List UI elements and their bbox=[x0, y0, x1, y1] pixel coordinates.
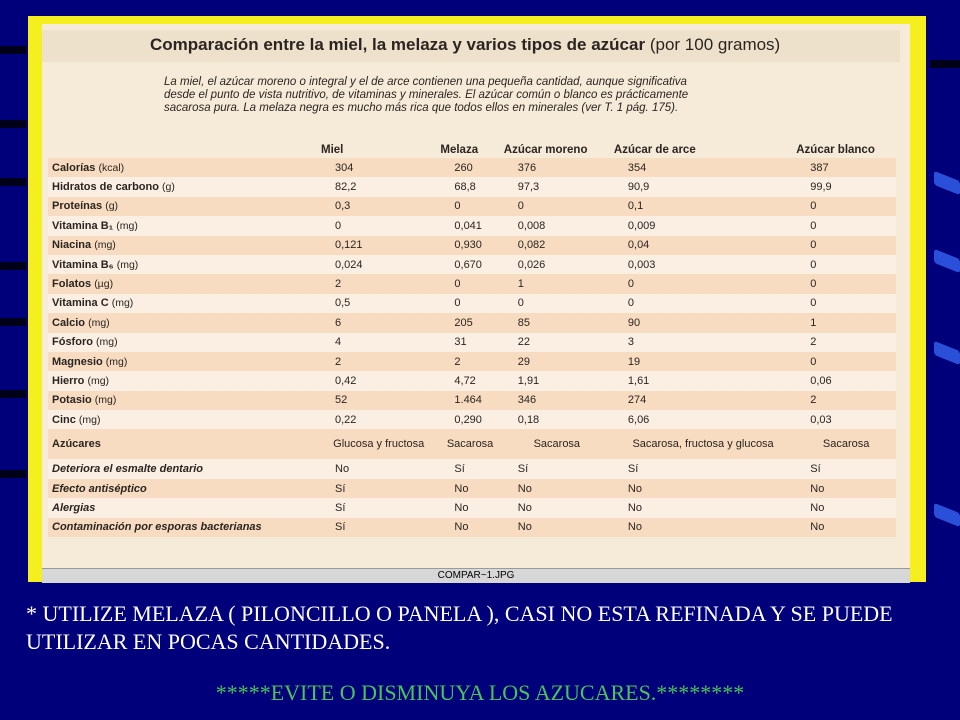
row-label-unit: (mg) bbox=[87, 374, 110, 387]
row-label: Alergias bbox=[48, 498, 317, 517]
column-header: Miel bbox=[321, 144, 344, 156]
table-cell: 0,5 bbox=[317, 294, 436, 313]
table-cell: No bbox=[610, 518, 792, 537]
background-slant bbox=[934, 503, 960, 528]
table-cell: 0,18 bbox=[500, 410, 610, 429]
table-row bbox=[48, 177, 896, 196]
row-label bbox=[48, 371, 317, 390]
table-intro bbox=[164, 76, 804, 115]
table-cell: 0 bbox=[792, 352, 896, 371]
table-cell: 0,3 bbox=[317, 197, 436, 216]
table-row bbox=[48, 391, 896, 410]
table-cell: 1 bbox=[500, 274, 610, 293]
row-label-unit: (mg) bbox=[105, 355, 128, 368]
table-cell: 0 bbox=[610, 274, 792, 293]
table-row bbox=[48, 255, 896, 274]
table-cell: No bbox=[792, 479, 896, 498]
table-cell: 0 bbox=[792, 274, 896, 293]
row-label-text: Cinc bbox=[52, 413, 76, 426]
table-cell: 0 bbox=[436, 274, 499, 293]
row-label-unit: (kcal) bbox=[98, 161, 125, 174]
row-label bbox=[48, 294, 317, 313]
table-cell: 1.464 bbox=[436, 391, 499, 410]
table-row bbox=[48, 518, 896, 537]
table-cell: 387 bbox=[792, 158, 896, 177]
table-cell: Sí bbox=[500, 459, 610, 478]
row-label-unit: (g) bbox=[105, 200, 119, 213]
table-cell: 0,1 bbox=[610, 197, 792, 216]
table-row bbox=[48, 498, 896, 517]
column-header: Azúcar blanco bbox=[796, 144, 875, 156]
row-label-text: Vitamina B₁ bbox=[52, 219, 114, 232]
row-label bbox=[48, 216, 317, 235]
table-cell: 1 bbox=[792, 313, 896, 332]
table-cell: 0 bbox=[792, 236, 896, 255]
row-label: Azúcares bbox=[48, 429, 317, 459]
table-cell: 2 bbox=[317, 274, 436, 293]
header-row bbox=[48, 142, 896, 158]
row-label-unit: (mg) bbox=[88, 316, 110, 329]
table-row bbox=[48, 294, 896, 313]
table-cell: Glucosa y fructosa bbox=[317, 429, 436, 459]
table-cell: Sí bbox=[436, 459, 499, 478]
row-label-unit: (mg) bbox=[116, 219, 138, 232]
row-label bbox=[48, 313, 317, 332]
table-cell: 304 bbox=[317, 158, 436, 177]
table-row bbox=[48, 158, 896, 177]
table-cell: 97,3 bbox=[500, 177, 610, 196]
row-label-text: Potasio bbox=[52, 394, 92, 407]
row-label-text: Calcio bbox=[52, 316, 86, 329]
row-label-unit: (mg) bbox=[116, 258, 139, 271]
background-stripe bbox=[0, 390, 26, 398]
table-row bbox=[48, 313, 896, 332]
row-label-text: Niacina bbox=[52, 239, 92, 252]
table-cell: 0 bbox=[792, 197, 896, 216]
table-cell: 0 bbox=[792, 216, 896, 235]
table-cell: 3 bbox=[610, 333, 792, 352]
table-cell: 346 bbox=[500, 391, 610, 410]
table-cell: No bbox=[500, 479, 610, 498]
table-cell: 90 bbox=[610, 313, 792, 332]
table-cell: No bbox=[500, 498, 610, 517]
table-cell: 354 bbox=[610, 158, 792, 177]
table-row bbox=[48, 197, 896, 216]
table-cell: 205 bbox=[436, 313, 499, 332]
table-cell: 0,121 bbox=[317, 236, 436, 255]
table-cell: 0,026 bbox=[500, 255, 610, 274]
image-caption-bar bbox=[42, 568, 910, 583]
row-label-unit: (mg) bbox=[111, 297, 134, 310]
row-label-text: Folatos bbox=[52, 278, 92, 291]
table-cell: 0,041 bbox=[436, 216, 499, 235]
row-label bbox=[48, 410, 317, 429]
table-cell: No bbox=[792, 498, 896, 517]
background-slant bbox=[934, 171, 960, 196]
table-cell: No bbox=[436, 518, 499, 537]
row-label bbox=[48, 391, 317, 410]
table-row bbox=[48, 274, 896, 293]
row-label bbox=[48, 274, 317, 293]
table-body bbox=[48, 158, 896, 537]
table-row bbox=[48, 236, 896, 255]
table-cell: 0,008 bbox=[500, 216, 610, 235]
table-cell: 99,9 bbox=[792, 177, 896, 196]
row-label-unit: (mg) bbox=[94, 394, 117, 407]
table-sheet bbox=[42, 24, 900, 559]
row-label-text: Magnesio bbox=[52, 355, 103, 368]
table-row bbox=[48, 216, 896, 235]
table-cell: 0 bbox=[500, 197, 610, 216]
table-cell: 0,930 bbox=[436, 236, 499, 255]
row-label bbox=[48, 255, 317, 274]
table-cell: No bbox=[436, 498, 499, 517]
row-label-unit: (µg) bbox=[94, 278, 114, 291]
table-cell: 6,06 bbox=[610, 410, 792, 429]
table-cell: Sacarosa bbox=[436, 429, 499, 459]
background-slant bbox=[934, 249, 960, 274]
table-cell: No bbox=[317, 459, 436, 478]
table-cell: 4,72 bbox=[436, 371, 499, 390]
row-label-text: Hidratos de carbono bbox=[52, 181, 159, 194]
table-cell: 82,2 bbox=[317, 177, 436, 196]
row-label-text: Vitamina B₆ bbox=[52, 258, 114, 271]
column-header: Melaza bbox=[440, 144, 479, 156]
row-label-text: Proteínas bbox=[52, 200, 103, 213]
table-cell: 2 bbox=[792, 391, 896, 410]
row-label bbox=[48, 177, 317, 196]
table-cell: 2 bbox=[317, 352, 436, 371]
recommendation-note: * UTILIZE MELAZA ( PILONCILLO O PANELA ), CASI NO ESTA REFINADA Y SE PUEDE UTILIZAR EN POCAS CANTIDADES. bbox=[26, 601, 893, 654]
table-cell: 0,003 bbox=[610, 255, 792, 274]
table-cell: Sí bbox=[792, 459, 896, 478]
row-label bbox=[48, 197, 317, 216]
table-cell: 68,8 bbox=[436, 177, 499, 196]
table-cell: 260 bbox=[436, 158, 499, 177]
background-stripe bbox=[0, 46, 26, 54]
table-row bbox=[48, 371, 896, 390]
table-cell: No bbox=[500, 518, 610, 537]
table-cell: 22 bbox=[500, 333, 610, 352]
background-stripe bbox=[0, 178, 26, 186]
table-cell: 2 bbox=[792, 333, 896, 352]
row-label-unit: (mg) bbox=[94, 239, 116, 252]
image-frame bbox=[28, 16, 926, 582]
row-label-text: Hierro bbox=[52, 374, 85, 387]
table-row-sugars bbox=[48, 429, 896, 459]
table-cell: 274 bbox=[610, 391, 792, 410]
table-row bbox=[48, 479, 896, 498]
table-cell: Sí bbox=[317, 498, 436, 517]
table-row bbox=[48, 352, 896, 371]
table-cell: Sacarosa bbox=[792, 429, 896, 459]
row-label-text: Fósforo bbox=[52, 336, 93, 349]
table-cell: No bbox=[792, 518, 896, 537]
row-label: Efecto antiséptico bbox=[48, 479, 317, 498]
table-cell: 6 bbox=[317, 313, 436, 332]
intro-line: La miel, el azúcar moreno o integral y el de arce contienen una pequeña cantidad, aunque significativa bbox=[164, 76, 687, 88]
table-cell: 0,290 bbox=[436, 410, 499, 429]
column-header: Azúcar moreno bbox=[503, 144, 588, 156]
table-cell: 0 bbox=[792, 255, 896, 274]
table-cell: 19 bbox=[610, 352, 792, 371]
row-label-unit: (g) bbox=[162, 181, 175, 194]
table-cell: 52 bbox=[317, 391, 436, 410]
row-label-unit: (mg) bbox=[78, 413, 101, 426]
background-stripe bbox=[0, 318, 26, 326]
table-cell: 0,082 bbox=[500, 236, 610, 255]
nutrition-table bbox=[48, 142, 896, 537]
table-cell: Sí bbox=[317, 479, 436, 498]
background-slant bbox=[934, 341, 960, 366]
table-cell: Sacarosa, fructosa y glucosa bbox=[610, 429, 792, 459]
row-label: Deteriora el esmalte dentario bbox=[48, 459, 317, 478]
row-label bbox=[48, 236, 317, 255]
table-row bbox=[48, 459, 896, 478]
table-cell: 0,06 bbox=[792, 371, 896, 390]
table-cell: 0,03 bbox=[792, 410, 896, 429]
table-cell: 0 bbox=[317, 216, 436, 235]
header-blank bbox=[48, 142, 317, 158]
table-cell: No bbox=[610, 498, 792, 517]
table-cell: Sacarosa bbox=[500, 429, 610, 459]
table-title-unit: (por 100 gramos) bbox=[649, 35, 781, 54]
table-cell: 0 bbox=[500, 294, 610, 313]
table-title bbox=[150, 35, 780, 55]
image-caption: COMPAR~1.JPG bbox=[437, 570, 515, 581]
row-label bbox=[48, 352, 317, 371]
table-cell: 0,42 bbox=[317, 371, 436, 390]
column-header: Azúcar de arce bbox=[613, 144, 696, 156]
background-stripe bbox=[0, 470, 26, 478]
row-label-text: Vitamina C bbox=[52, 297, 109, 310]
background-stripe bbox=[930, 60, 960, 68]
scanned-table-image bbox=[42, 24, 910, 568]
table-title-text: Comparación entre la miel, la melaza y varios tipos de azúcar bbox=[150, 35, 646, 54]
table-cell: 376 bbox=[500, 158, 610, 177]
table-cell: 0 bbox=[436, 294, 499, 313]
row-label-unit: (mg) bbox=[96, 336, 118, 349]
table-cell: 31 bbox=[436, 333, 499, 352]
table-cell: 0,024 bbox=[317, 255, 436, 274]
table-cell: No bbox=[436, 479, 499, 498]
intro-line: desde el punto de vista nutritivo, de vitaminas y minerales. El azúcar común o blanco es prácticamente bbox=[164, 89, 689, 101]
table-cell: 0,22 bbox=[317, 410, 436, 429]
intro-line: sacarosa pura. La melaza negra es mucho más rica que todos ellos en minerales (ver T. 1 pág. 175). bbox=[164, 102, 679, 114]
table-cell: 29 bbox=[500, 352, 610, 371]
table-cell: 0 bbox=[436, 197, 499, 216]
table-cell: 0 bbox=[610, 294, 792, 313]
background-stripe bbox=[0, 120, 26, 128]
table-cell: 1,61 bbox=[610, 371, 792, 390]
row-label bbox=[48, 333, 317, 352]
table-cell: 85 bbox=[500, 313, 610, 332]
table-cell: 0,04 bbox=[610, 236, 792, 255]
table-row bbox=[48, 410, 896, 429]
table-cell: No bbox=[610, 479, 792, 498]
table-cell: 4 bbox=[317, 333, 436, 352]
table-cell: 0,670 bbox=[436, 255, 499, 274]
table-cell: 2 bbox=[436, 352, 499, 371]
background-stripe bbox=[0, 262, 26, 270]
table-cell: 90,9 bbox=[610, 177, 792, 196]
table-row bbox=[48, 333, 896, 352]
table-cell: Sí bbox=[317, 518, 436, 537]
table-cell: 0 bbox=[792, 294, 896, 313]
row-label-text: Calorías bbox=[52, 161, 96, 174]
table-cell: 0,009 bbox=[610, 216, 792, 235]
row-label bbox=[48, 158, 317, 177]
warning-line: *****EVITE O DISMINUYA LOS AZUCARES.******** bbox=[215, 680, 745, 705]
table-cell: 1,91 bbox=[500, 371, 610, 390]
table-cell: Sí bbox=[610, 459, 792, 478]
row-label: Contaminación por esporas bacterianas bbox=[48, 518, 317, 537]
